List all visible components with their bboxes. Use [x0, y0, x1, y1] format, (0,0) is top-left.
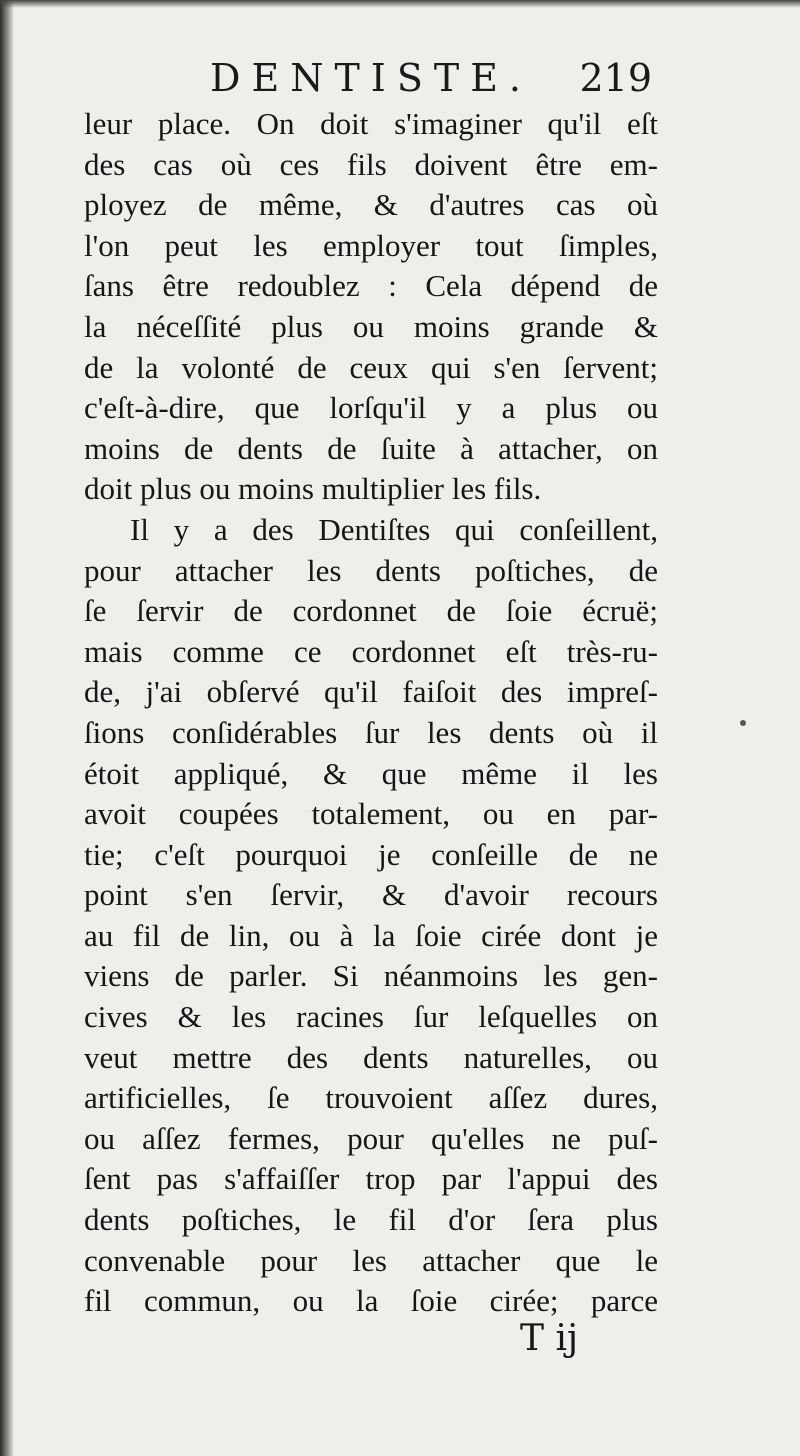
text-line: c'eſt-à-dire, que lorſqu'il y a plus ou — [84, 390, 658, 426]
text-line: ſent pas s'affaiſſer trop par l'appui des — [84, 1161, 658, 1197]
page-number: 219 — [579, 56, 652, 100]
text-line: dents poſtiches, le fil d'or ſera plus — [84, 1202, 658, 1238]
text-line: l'on peut les employer tout ſimples, — [84, 227, 658, 263]
text-line: doit plus ou moins multiplier les fils. — [84, 471, 542, 507]
paragraph-2 — [84, 510, 658, 1322]
text-line: cives & les racines ſur leſquelles on — [84, 999, 658, 1035]
page-header — [210, 56, 660, 106]
text-line: ſions conſidérables ſur les dents où il — [84, 714, 658, 750]
paragraph-1 — [84, 104, 658, 510]
body-text — [84, 104, 658, 1322]
text-line: veut mettre des dents naturelles, ou — [84, 1039, 658, 1075]
page-gutter-shadow — [0, 0, 14, 1456]
text-line: avoit coupées totalement, ou en par- — [84, 796, 658, 832]
text-line: Il y a des Dentiſtes qui conſeillent, — [130, 511, 658, 547]
text-line: ou aſſez fermes, pour qu'elles ne puſ- — [84, 1120, 658, 1156]
text-line: étoit appliqué, & que même il les — [84, 755, 658, 791]
text-line: point s'en ſervir, & d'avoir recours — [84, 877, 658, 913]
ink-speck — [740, 720, 746, 726]
text-line: la néceſſité plus ou moins grande & — [84, 308, 658, 344]
text-line: ſans être redoublez : Cela dépend de — [84, 268, 658, 304]
running-head: DENTISTE. — [210, 56, 533, 100]
text-line: pour attacher les dents poſtiches, de — [84, 552, 658, 588]
text-line: de, j'ai obſervé qu'il faiſoit des impreſ- — [84, 674, 658, 710]
text-line: viens de parler. Si néanmoins les gen- — [84, 958, 658, 994]
text-line: artificielles, ſe trouvoient aſſez dures, — [84, 1080, 658, 1116]
text-line: de la volonté de ceux qui s'en ſervent; — [84, 349, 658, 385]
text-line: au fil de lin, ou à la ſoie cirée dont je — [84, 917, 658, 953]
text-line: leur place. On doit s'imaginer qu'il eſt — [84, 106, 658, 141]
text-line: ſe ſervir de cordonnet de ſoie écruë; — [84, 593, 658, 629]
text-line: mais comme ce cordonnet eſt très-ru- — [84, 633, 658, 669]
text-line: ployez de même, & d'autres cas où — [84, 187, 658, 223]
text-line: convenable pour les attacher que le — [84, 1242, 658, 1278]
page-top-edge — [0, 0, 800, 8]
text-line: fil commun, ou la ſoie cirée; parce — [84, 1283, 658, 1319]
text-line: des cas où ces fils doivent être em- — [84, 146, 658, 182]
signature-mark: T ij — [520, 1318, 579, 1359]
text-line: tie; c'eſt pourquoi je conſeille de ne — [84, 836, 658, 872]
text-line: moins de dents de ſuite à attacher, on — [84, 430, 658, 466]
